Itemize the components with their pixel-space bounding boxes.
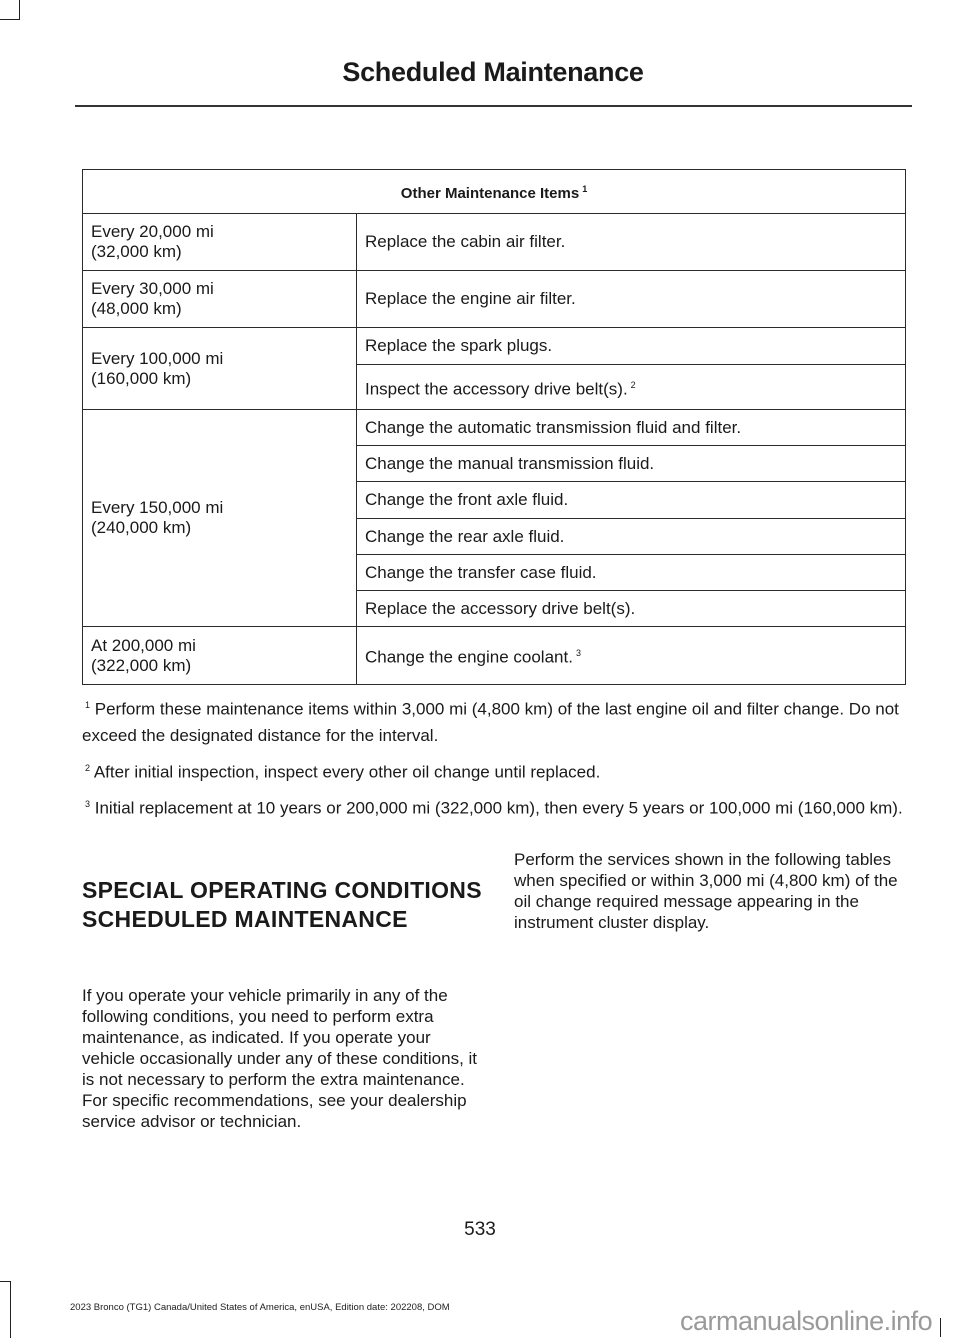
page-number: 533 (464, 1219, 496, 1240)
table-title: Other Maintenance Items $^1$ (83, 170, 906, 214)
task-cell: Replace the spark plugs. (357, 328, 906, 365)
section-intro-paragraph: If you operate your vehicle primarily in any of the following conditions, you need to perform extra maintenance, as indicated. If you operate your vehicle occasionally under any of these conditions, it is not necessary to perform the extra maintenance. For specific recommendations, see your dealership service advisor or technician. (82, 986, 478, 1131)
task-cell: Change the engine coolant. $^3$ (357, 627, 906, 685)
task-cell: Replace the engine air filter. (357, 271, 906, 328)
services-paragraph: Perform the services shown in the following tables when specified or within 3,000 mi (4,800 km) of the oil change required message appearing in the instrument cluster display. (514, 850, 898, 932)
header-divider (75, 105, 912, 107)
task-cell: Replace the cabin air filter. (357, 214, 906, 271)
interval-cell: Every 150,000 mi (240,000 km) (83, 410, 357, 627)
task-cell: Change the rear axle fluid. (357, 519, 906, 555)
task-cell: Change the manual transmission fluid. (357, 446, 906, 482)
table-row (83, 214, 906, 271)
interval-cell: Every 30,000 mi (48,000 km) (83, 271, 357, 328)
table-footnotes (82, 692, 912, 828)
task-cell: Change the automatic transmission fluid and filter. (357, 410, 906, 446)
crop-mark-bottom-right (940, 1318, 941, 1337)
task-cell: Change the front axle fluid. (357, 482, 906, 519)
edition-info: 2023 Bronco (TG1) Canada/United States of America, enUSA, Edition date: 202208, DOM (70, 1302, 450, 1313)
footnote-3: $^3$ Initial replacement at 10 years or 200,000 mi (322,000 km), then every 5 years or 100,000 mi (160,000 km). (85, 798, 903, 818)
interval-cell: Every 100,000 mi (160,000 km) (83, 328, 357, 410)
table-row (83, 627, 906, 685)
footnote-ref: 2 (630, 379, 636, 390)
section-heading: SPECIAL OPERATING CONDITIONS SCHEDULED MAINTENANCE (82, 877, 482, 932)
footnote-ref: 1 (582, 184, 588, 194)
watermark: carmanualsonline.info (680, 1306, 933, 1336)
task-cell: Replace the accessory drive belt(s). (357, 591, 906, 627)
interval-cell: At 200,000 mi (322,000 km) (83, 627, 357, 685)
crop-mark-top-left (0, 0, 20, 20)
other-maintenance-table (82, 169, 906, 685)
table-row (83, 271, 906, 328)
footnote-1: $^1$ Perform these maintenance items within 3,000 mi (4,800 km) of the last engine oil and filter change. Do not exceed the designated distance for the interval. (82, 699, 899, 745)
task-cell: Inspect the accessory drive belt(s). $^2$ (357, 365, 906, 410)
interval-cell: Every 20,000 mi (32,000 km) (83, 214, 357, 271)
page-header-title: Scheduled Maintenance (342, 57, 644, 87)
table-row (83, 410, 906, 446)
footnote-ref: 3 (575, 648, 581, 659)
task-cell: Change the transfer case fluid. (357, 555, 906, 591)
footnote-2: $^2$ After initial inspection, inspect every other oil change until replaced. (85, 762, 601, 782)
crop-mark-bottom-left (0, 1281, 11, 1338)
table-row (83, 328, 906, 365)
